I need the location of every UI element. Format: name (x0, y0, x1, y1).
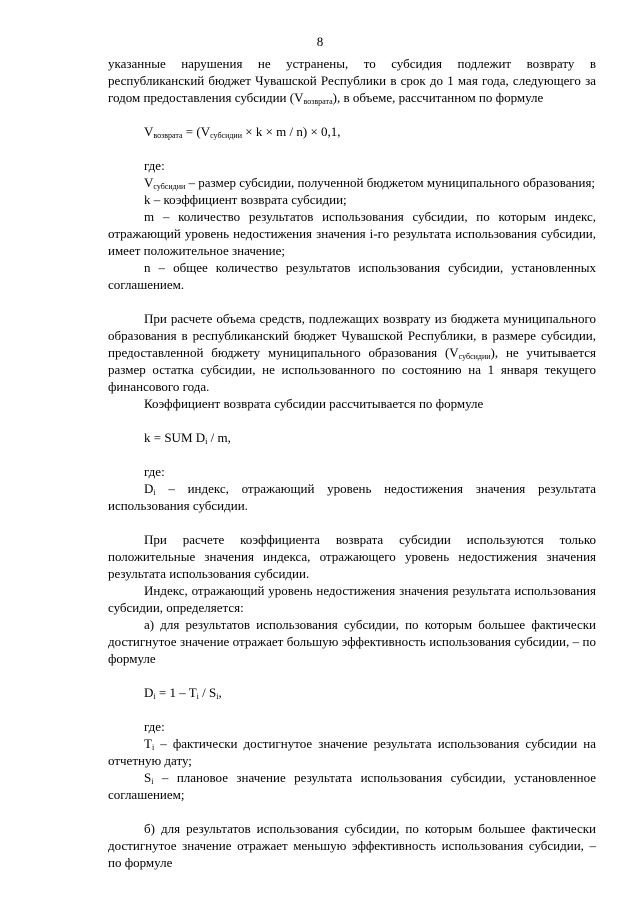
paragraph-calculation-note: При расчете объема средств, подлежащих возврату из бюджета муниципального образования в республиканский бюджет Чувашской Республики, в размере субсидии, предоставленной бюджету муниципального образования $(V_{субсидии})$, не учитывается размер остатка субсидии, не использованного по состоянию на 1 января текущего финансового года. (108, 311, 596, 394)
definition-m: m – количество результатов использования субсидии, по которым индекс, отражающий уровень недостижения значения i-го результата использования субсидии, имеет положительное значение; (108, 209, 596, 258)
paragraph-return-deadline: указанные нарушения не устранены, то субсидия подлежит возврату в республиканский бюджет Чувашской Республики в срок до 1 мая года, следующего за годом предоставления субсидии $(V_{возврата})$, в объеме, рассчитанном по формуле (108, 56, 596, 106)
formula-index-a: $D_i = 1 - T_i / S_i$, (144, 685, 222, 701)
definition-k: k – коэффициент возврата субсидии; (144, 192, 347, 207)
definition-t: $T_i$ – фактически достигнутое значение результата использования субсидии на отчетную дату; (108, 736, 596, 768)
paragraph-case-b: б) для результатов использования субсидии, по которым большее фактически достигнутое значение отражает меньшую эффективность использования субсидии, – по формуле (108, 821, 596, 870)
formula-return-volume: $V_{возврата} = (V_{субсидии} \times k \times m / n) \times 0,1$, (144, 124, 341, 140)
paragraph-case-a: а) для результатов использования субсидии, по которым большее фактически достигнутое значение отражает большую эффективность использования субсидии, – по формуле (108, 617, 596, 666)
definition-n: n – общее количество результатов использования субсидии, установленных соглашением. (108, 260, 596, 292)
definition-s: $S_i$ – плановое значение результата использования субсидии, установленное соглашением; (108, 770, 596, 802)
where-label-3: где: (144, 719, 165, 734)
where-label-2: где: (144, 464, 165, 479)
paragraph-index-definition: Индекс, отражающий уровень недостижения значения результата использования субсидии, определяется: (108, 583, 596, 615)
paragraph-coefficient-intro: Коэффициент возврата субсидии рассчитывается по формуле (144, 396, 484, 411)
document-body (108, 55, 596, 871)
where-label-1: где: (144, 158, 165, 173)
definition-v-subsidy: $V_{субсидии}$ – размер субсидии, полученной бюджетом муниципального образования; (144, 175, 596, 191)
definition-d-index: $D_i$ – индекс, отражающий уровень недостижения значения результата использования субсидии. (108, 481, 596, 513)
paragraph-positive-values: При расчете коэффициента возврата субсидии используются только положительные значения индекса, отражающего уровень недостижения значения результата использования субсидии. (108, 532, 596, 581)
page-number: 8 (316, 34, 324, 49)
formula-coefficient: k = SUM $D_i$ / m, (144, 430, 231, 446)
